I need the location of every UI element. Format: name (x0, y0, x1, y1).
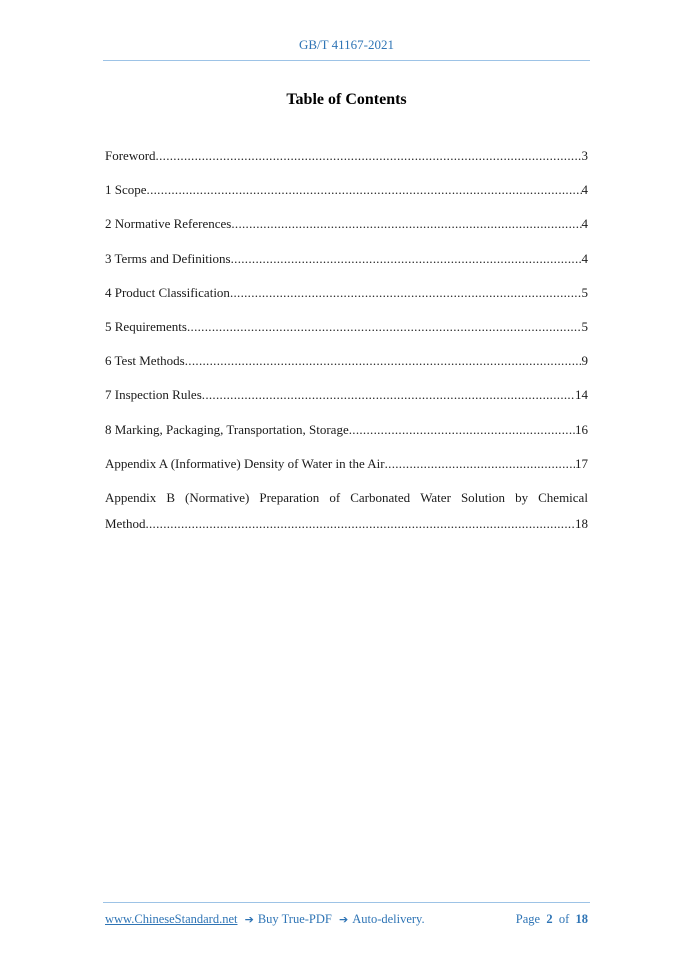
toc-entry-page: 4 (581, 250, 588, 266)
auto-delivery-text: Auto-delivery. (352, 912, 425, 926)
toc-entry-label: 8 Marking, Packaging, Transportation, Storage (105, 421, 349, 437)
toc-entry-scope[interactable] (105, 182, 588, 216)
toc-entry-foreword[interactable] (105, 148, 588, 182)
toc-entry-inspection-rules[interactable] (105, 387, 588, 421)
toc-entry-label: 6 Test Methods (105, 353, 185, 369)
toc-entry-label-line2 (105, 516, 588, 542)
header-divider (103, 60, 590, 61)
arrow-right-icon: ➔ (244, 913, 254, 926)
toc-entry-page: 14 (575, 387, 588, 403)
toc-entry-terms-definitions[interactable] (105, 251, 588, 285)
toc-entry-page: 18 (575, 515, 588, 531)
toc-entry-appendix-b[interactable] (105, 490, 588, 542)
toc-entry-page: 4 (581, 182, 588, 198)
toc-leader-dots (187, 319, 582, 335)
toc-entry-appendix-a[interactable] (105, 456, 588, 490)
buy-true-pdf-text: Buy True-PDF (257, 912, 332, 926)
total-pages-number: 18 (575, 912, 588, 926)
toc-entry-label: 2 Normative References (105, 216, 232, 232)
toc-entry-page: 3 (581, 148, 588, 163)
toc-entry-page: 17 (575, 455, 588, 471)
toc-word: Chemical (538, 489, 588, 505)
toc-entry-label: Foreword (105, 148, 156, 163)
toc-entry-label: 1 Scope (105, 182, 147, 198)
toc-entry-page: 16 (575, 421, 588, 437)
toc-entry-page: 9 (581, 353, 588, 369)
toc-entry-label: 5 Requirements (105, 318, 187, 334)
toc-entry-requirements[interactable] (105, 319, 588, 353)
site-link[interactable]: www.ChineseStandard.net (105, 912, 238, 926)
toc-entry-page: 5 (581, 284, 588, 300)
toc-word: Water (420, 489, 451, 505)
toc-entry-test-methods[interactable] (105, 353, 588, 387)
toc-leader-dots (349, 422, 575, 438)
toc-entry-label: 7 Inspection Rules (105, 387, 202, 403)
toc-entry-page: 4 (581, 216, 588, 232)
toc-leader-dots (156, 148, 582, 164)
footer-divider (103, 902, 590, 903)
toc-title: Table of Contents (286, 91, 407, 108)
of-word: of (558, 912, 570, 926)
toc-word: by (515, 489, 529, 505)
toc-word: B (166, 489, 175, 505)
toc-entry-page: 5 (581, 318, 588, 334)
toc-leader-dots (202, 387, 575, 403)
toc-word: Solution (460, 489, 506, 505)
toc-leader-dots (147, 182, 582, 198)
toc-entry-product-classification[interactable] (105, 285, 588, 319)
toc-entry-label: 4 Product Classification (105, 284, 230, 300)
toc-list (105, 148, 588, 542)
page-word: Page (515, 912, 541, 926)
page-indicator (516, 912, 588, 927)
toc-word: (Normative) (185, 489, 250, 505)
toc-leader-dots (231, 216, 581, 232)
toc-entry-normative-references[interactable] (105, 216, 588, 250)
arrow-right-icon: ➔ (338, 913, 349, 926)
toc-entry-label-line1 (105, 490, 588, 516)
toc-entry-label: Appendix A (Informative) Density of Water in the Air (105, 455, 385, 471)
current-page-number: 2 (546, 912, 553, 926)
toc-entry-label: Method (105, 515, 146, 531)
toc-word: Carbonated (350, 489, 411, 505)
toc-word: Preparation (259, 489, 320, 505)
toc-word: Appendix (105, 489, 157, 505)
toc-leader-dots (231, 251, 582, 267)
footer-promo (105, 912, 425, 927)
document-code-header: GB/T 41167-2021 (299, 37, 394, 52)
toc-word: of (329, 489, 341, 505)
toc-leader-dots (385, 456, 575, 472)
toc-leader-dots (230, 285, 582, 301)
toc-leader-dots (145, 516, 575, 532)
page-footer (105, 912, 588, 927)
toc-entry-label: 3 Terms and Definitions (105, 250, 231, 266)
toc-entry-marking-packaging[interactable] (105, 422, 588, 456)
toc-leader-dots (185, 353, 582, 369)
